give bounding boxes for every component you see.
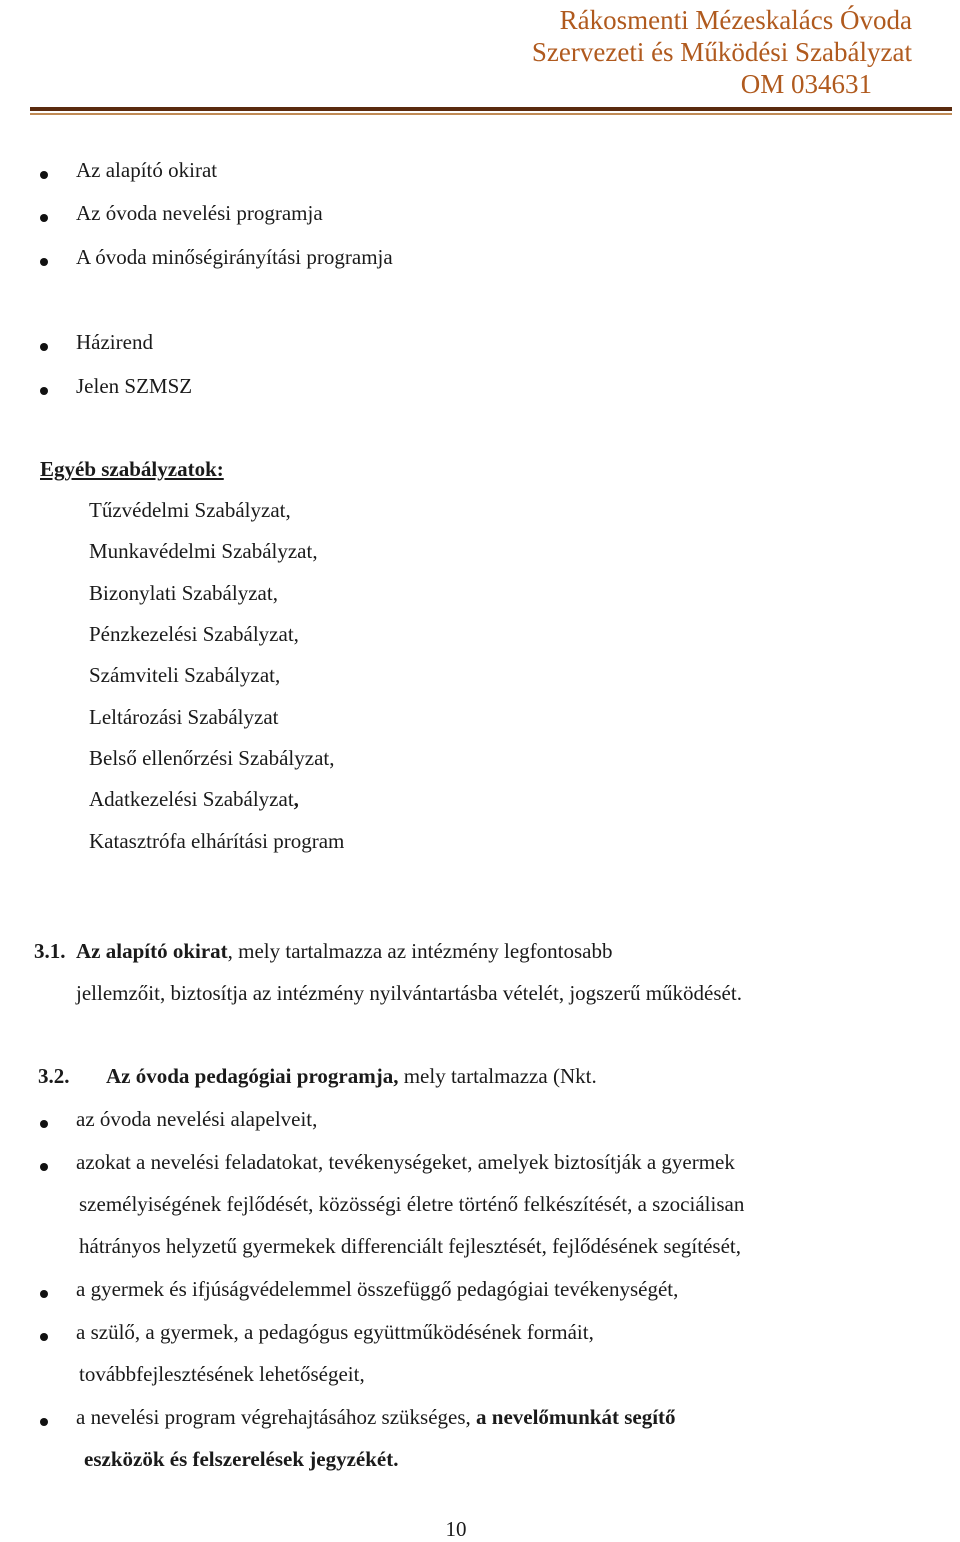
bullet-icon [40,338,48,356]
list-item: Leltározási Szabályzat [89,705,279,729]
bullet-icon [40,166,48,184]
header-document-title: Szervezeti és Működési Szabályzat [531,37,912,67]
list-item: Az óvoda nevelési programja [76,201,323,225]
list-item: Adatkezelési Szabályzat, [89,787,299,811]
list-item-line: személyiségének fejlődését, közösségi életre történő felkészítését, a szociálisan [79,1192,745,1216]
list-item: Jelen SZMSZ [76,374,193,398]
list-item: a szülő, a gyermek, a pedagógus együttműködésének formáit, [76,1320,594,1344]
section-number: 3.1. [34,939,66,963]
section-number: 3.2. [38,1064,70,1088]
bullet-icon [40,1115,48,1133]
list-item: Pénzkezelési Szabályzat, [89,622,299,646]
header-rule [30,107,952,111]
list-item: Belső ellenőrzési Szabályzat, [89,746,335,770]
header-om-number: OM 034631 [740,69,872,99]
list-item: Számviteli Szabályzat, [89,663,281,687]
bullet-icon [40,1413,48,1431]
list-item-line: eszközök és felszerelések jegyzékét. [84,1447,399,1471]
list-item: azokat a nevelési feladatokat, tevékenységeket, amelyek biztosítják a gyermek [76,1150,735,1174]
list-item-line: hátrányos helyzetű gyermekek differenciált fejlesztését, fejlődésének segítését, [79,1234,741,1258]
bullet-icon [40,253,48,271]
list-item: A óvoda minőségirányítási programja [76,245,393,269]
list-item: Munkavédelmi Szabályzat, [89,539,318,563]
section-paragraph: Az óvoda pedagógiai programja, mely tartalmazza (Nkt. [106,1064,597,1088]
list-item-line: továbbfejlesztésének lehetőségeit, [79,1362,365,1386]
list-item: Az alapító okirat [76,158,218,182]
bullet-icon [40,1158,48,1176]
other-rules-heading: Egyéb szabályzatok: [40,457,224,481]
list-item: a gyermek és ifjúságvédelemmel összefüggő pedagógiai tevékenységét, [76,1277,679,1301]
list-item: az óvoda nevelési alapelveit, [76,1107,318,1131]
section-paragraph-line: jellemzőit, biztosítja az intézmény nyilvántartásba vételét, jogszerű működését. [76,981,742,1005]
list-item: Házirend [76,330,153,354]
header-rule-thin [30,113,952,115]
header-school-name: Rákosmenti Mézeskalács Óvoda [559,5,912,35]
page-number: 10 [445,1517,467,1541]
bullet-icon [40,1328,48,1346]
list-item: Katasztrófa elhárítási program [89,829,345,853]
list-item: Bizonylati Szabályzat, [89,581,278,605]
bullet-icon [40,1285,48,1303]
section-paragraph: Az alapító okirat, mely tartalmazza az intézmény legfontosabb [76,939,613,963]
bullet-icon [40,382,48,400]
bullet-icon [40,209,48,227]
list-item: a nevelési program végrehajtásához szükséges, a nevelőmunkát segítő [76,1405,676,1429]
list-item: Tűzvédelmi Szabályzat, [89,498,291,522]
